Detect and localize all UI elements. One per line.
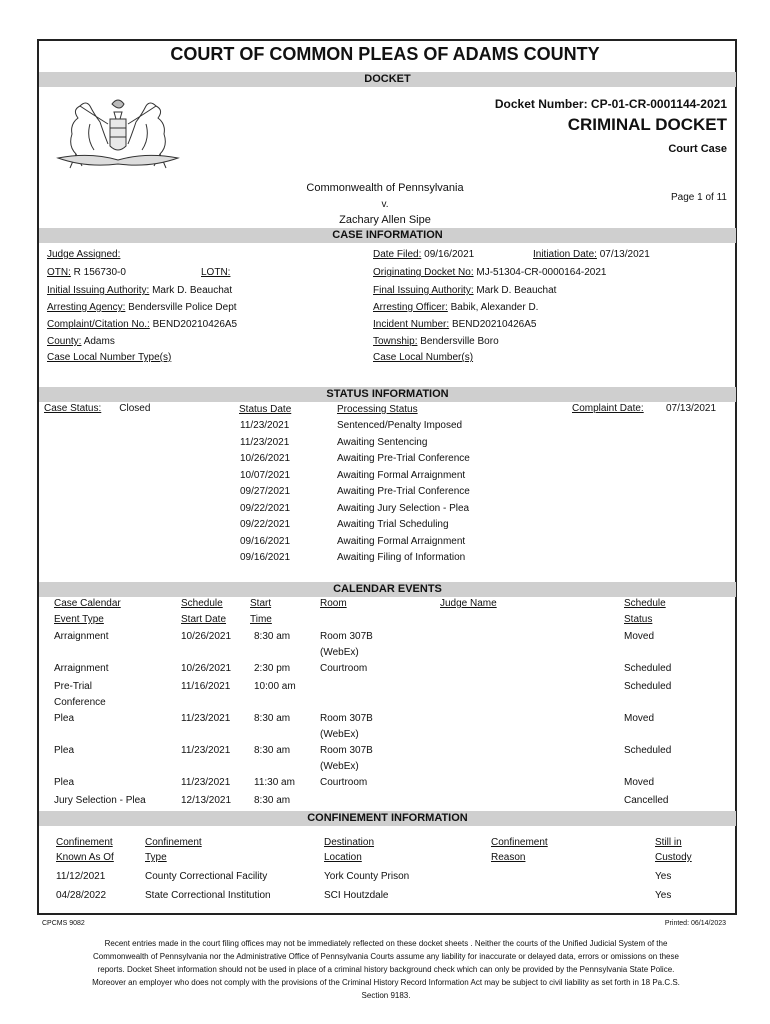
start-time-header-1: Start — [250, 598, 272, 609]
room-header: Room — [320, 598, 347, 609]
form-id: CPCMS 9082 — [42, 920, 85, 927]
confinement-reason-header-1: Confinement — [491, 837, 548, 848]
confinement-type-header-2: Type — [145, 852, 167, 863]
lotn-label: LOTN: — [201, 267, 231, 278]
case-information-bar: CASE INFORMATION — [39, 228, 736, 243]
event-type-header-1: Case Calendar — [54, 598, 121, 609]
processing-status: Awaiting Jury Selection - Plea — [337, 502, 470, 514]
confinement-location: SCI Houtzdale — [324, 890, 389, 901]
confinement-known-as-header-2: Known As Of — [56, 852, 114, 863]
event-room: Room 307B — [320, 745, 373, 756]
case-type: Court Case — [668, 143, 727, 155]
start-date-header-2: Start Date — [181, 614, 227, 625]
confinement-information-bar: CONFINEMENT INFORMATION — [39, 811, 736, 826]
township: Township: Bendersville Boro — [373, 336, 499, 347]
event-start-time: 10:00 am — [254, 681, 296, 692]
pennsylvania-seal-icon — [50, 94, 185, 176]
start-time-header-2: Time — [250, 614, 272, 625]
event-type: Arraignment — [54, 631, 109, 642]
event-start-date: 10/26/2021 — [181, 663, 232, 674]
event-room: Room 307B — [320, 713, 373, 724]
page-number: Page 1 of 11 — [671, 192, 727, 203]
docket-bar: DOCKET — [39, 72, 736, 87]
arresting-agency: Arresting Agency: Bendersville Police Dept — [47, 302, 237, 313]
event-schedule-status: Moved — [624, 631, 655, 642]
confinement-type: State Correctional Institution — [145, 890, 271, 901]
confinement-reason-header-2: Reason — [491, 852, 526, 863]
status-date: 11/23/2021 — [240, 436, 290, 448]
event-schedule-status: Moved — [624, 777, 655, 788]
court-title: COURT OF COMMON PLEAS OF ADAMS COUNTY — [170, 44, 600, 64]
calendar-events-bar: CALENDAR EVENTS — [39, 582, 736, 597]
event-room: Courtroom — [320, 777, 368, 788]
still-in-custody: Yes — [655, 871, 672, 882]
printed-date: Printed: 06/14/2023 — [664, 920, 726, 927]
confinement-date: 04/28/2022 — [56, 890, 107, 901]
event-schedule-status: Cancelled — [624, 795, 669, 806]
processing-status: Awaiting Trial Scheduling — [337, 519, 449, 530]
event-start-time: 8:30 am — [254, 631, 291, 642]
status-date-header: Status Date — [239, 404, 292, 415]
schedule-status-header-1: Schedule — [624, 598, 666, 609]
still-in-custody-header-1: Still in — [655, 837, 682, 848]
event-room-continued: (WebEx) — [320, 729, 359, 740]
event-start-date: 12/13/2021 — [181, 795, 232, 806]
event-start-date: 11/23/2021 — [181, 777, 231, 788]
status-date: 11/23/2021 — [240, 420, 290, 431]
case-status: Case Status: Closed — [44, 403, 151, 414]
docket-number: Docket Number: CP-01-CR-0001144-2021 — [494, 97, 727, 111]
event-start-time: 11:30 am — [254, 777, 295, 788]
event-type: Jury Selection - Plea — [54, 795, 146, 806]
event-start-time: 2:30 pm — [254, 663, 291, 674]
disclaimer: Recent entries made in the court filing offices may not be immediately reflected on these docket sheets . Neither the courts of the Unified Judicial System of the Commonwealth of Pennsylvania nor the Administrative Office of Pennsylvania Courts assume any liability for inaccurate or delayed data, errors or omissions on these reports. Docket Sheet information should not be used in place of a criminal history background check which can only be provided by the Pennsylvania State Police. Moreover an employer who does not comply with the provisions of the Criminal History Record Information Act may be subject to civil liability as set forth in 18 Pa.C.S. Section 9183. — [92, 939, 680, 1000]
still-in-custody-header-2: Custody — [655, 852, 692, 863]
still-in-custody: Yes — [655, 890, 672, 901]
originating-docket: Originating Docket No: MJ-51304-CR-0000164-2021 — [373, 267, 607, 278]
destination-header-2: Location — [324, 852, 362, 863]
confinement-type: County Correctional Facility — [145, 871, 268, 882]
event-start-date: 11/23/2021 — [181, 745, 231, 756]
complaint-citation: Complaint/Citation No.: BEND20210426A5 — [47, 319, 238, 330]
case-local-numbers-label: Case Local Number(s) — [373, 352, 474, 363]
plaintiff: Commonwealth of Pennsylvania — [306, 182, 464, 194]
versus: v. — [381, 199, 389, 210]
processing-status: Awaiting Formal Arraignment — [337, 469, 466, 481]
status-date: 09/16/2021 — [240, 552, 291, 563]
event-start-time: 8:30 am — [254, 745, 291, 756]
event-schedule-status: Scheduled — [624, 745, 672, 756]
event-schedule-status: Scheduled — [624, 681, 672, 692]
event-room: Courtroom — [320, 663, 368, 674]
incident-number: Incident Number: BEND20210426A5 — [373, 319, 537, 330]
status-date: 09/22/2021 — [240, 519, 291, 530]
event-type: Plea — [54, 777, 75, 788]
event-start-time: 8:30 am — [254, 713, 291, 724]
judge-name-header: Judge Name — [440, 598, 497, 609]
arresting-officer: Arresting Officer: Babik, Alexander D. — [373, 302, 539, 313]
status-information-bar: STATUS INFORMATION — [39, 387, 736, 402]
initial-issuing-authority: Initial Issuing Authority: Mark D. Beauchat — [47, 285, 233, 296]
status-date: 09/27/2021 — [240, 486, 291, 497]
event-room-continued: (WebEx) — [320, 647, 359, 658]
processing-status: Awaiting Sentencing — [337, 436, 428, 448]
event-room: Room 307B — [320, 631, 373, 642]
event-start-time: 8:30 am — [254, 795, 291, 806]
event-room-continued: (WebEx) — [320, 761, 359, 772]
status-date: 10/07/2021 — [240, 469, 291, 481]
event-type: Plea — [54, 713, 75, 724]
processing-status: Sentenced/Penalty Imposed — [337, 420, 463, 431]
final-issuing-authority: Final Issuing Authority: Mark D. Beauchat — [373, 285, 557, 296]
docket-type: CRIMINAL DOCKET — [567, 115, 727, 134]
event-type-continued: Conference — [54, 697, 106, 708]
processing-status: Awaiting Pre-Trial Conference — [337, 453, 470, 464]
event-start-date: 10/26/2021 — [181, 631, 232, 642]
event-type-header-2: Event Type — [54, 614, 104, 625]
event-start-date: 11/23/2021 — [181, 713, 231, 724]
defendant: Zachary Allen Sipe — [339, 214, 431, 226]
case-local-number-type-label: Case Local Number Type(s) — [47, 352, 172, 363]
complaint-date-label: Complaint Date: — [572, 403, 644, 414]
event-start-date: 11/16/2021 — [181, 681, 231, 692]
initiation-date: Initiation Date: 07/13/2021 — [533, 249, 650, 260]
complaint-date: 07/13/2021 — [666, 403, 717, 414]
event-type: Arraignment — [54, 663, 109, 674]
confinement-known-as-header-1: Confinement — [56, 837, 113, 848]
processing-status: Awaiting Filing of Information — [337, 552, 466, 563]
event-schedule-status: Scheduled — [624, 663, 672, 674]
status-date: 10/26/2021 — [240, 453, 291, 464]
confinement-location: York County Prison — [324, 871, 410, 882]
county: County: Adams — [47, 336, 115, 347]
confinement-type-header-1: Confinement — [145, 837, 202, 848]
processing-status: Awaiting Pre-Trial Conference — [337, 486, 470, 497]
processing-status-header: Processing Status — [337, 404, 418, 415]
status-date: 09/16/2021 — [240, 535, 291, 547]
judge-assigned-label: Judge Assigned: — [47, 249, 121, 260]
status-date: 09/22/2021 — [240, 502, 291, 514]
schedule-status-header-2: Status — [624, 614, 653, 625]
confinement-date: 11/12/2021 — [56, 871, 106, 882]
event-schedule-status: Moved — [624, 713, 655, 724]
event-type: Pre-Trial — [54, 681, 92, 692]
processing-status: Awaiting Formal Arraignment — [337, 535, 466, 547]
event-type: Plea — [54, 745, 75, 756]
date-filed: Date Filed: 09/16/2021 — [373, 249, 475, 260]
otn: OTN: R 156730-0 — [47, 267, 126, 278]
start-date-header-1: Schedule — [181, 598, 223, 609]
destination-header-1: Destination — [324, 837, 375, 848]
